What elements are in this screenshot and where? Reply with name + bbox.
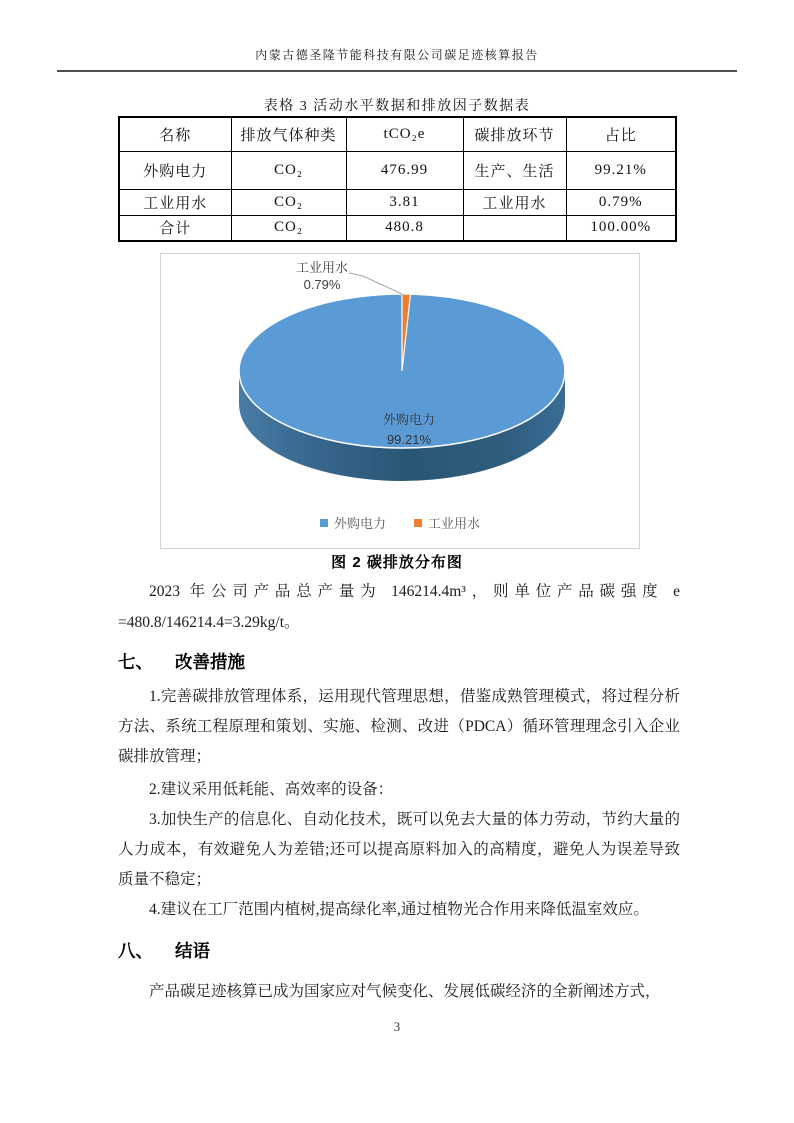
cell-name: 工业用水 — [119, 189, 231, 215]
improvement-item-3: 3.加快生产的信息化、自动化技术，既可以免去大量的体力劳动，节约大量的人力成本，有效避免人为差错;还可以提高原料加入的高精度，避免人为误差导致质量不稳定； — [118, 811, 680, 888]
table-total-row — [119, 215, 676, 241]
cell-gas: CO₂ — [231, 151, 346, 189]
col-header-stage: 碳排放环节 — [463, 117, 566, 151]
cell-tco2e: 476.99 — [346, 151, 463, 189]
section-number: 八、 — [118, 941, 153, 961]
slice-label-water — [287, 259, 357, 293]
label-leader-line — [349, 273, 404, 295]
cell-stage: 生产、生活 — [463, 151, 566, 189]
document-header-title: 内蒙古德圣隆节能科技有限公司碳足迹核算报告 — [255, 48, 539, 62]
legend-swatch-orange-icon — [414, 519, 422, 527]
cell-name: 外购电力 — [119, 151, 231, 189]
cell-share: 0.79% — [566, 189, 676, 215]
legend-item-water — [414, 513, 480, 532]
col-header-gas: 排放气体种类 — [231, 117, 346, 151]
slice-label-water-pct: 0.79% — [303, 277, 341, 292]
improvement-item-4: 4.建议在工厂范围内植树,提高绿化率,通过植物光合作用来降低温室效应。 — [149, 901, 649, 918]
cell-gas: CO₂ — [231, 215, 346, 241]
table-header-row — [119, 117, 676, 151]
section-number: 七、 — [118, 652, 153, 672]
cell-stage: 工业用水 — [463, 189, 566, 215]
figure-caption: 图 2 碳排放分布图 — [331, 554, 463, 571]
slice-label-water-name: 工业用水 — [295, 260, 348, 275]
slice-label-electricity-name: 外购电力 — [382, 412, 435, 427]
improvement-item-1: 1.完善碳排放管理体系，运用现代管理思想，借鉴成熟管理模式，将过程分析方法、系统工程原理和策划、实施、检测、改进（PDCA）循环管理理念引入企业碳排放管理； — [118, 688, 680, 765]
table-row — [119, 189, 676, 215]
section-heading-8 — [118, 937, 680, 965]
legend-label: 外购电力 — [333, 516, 386, 531]
legend-item-electricity — [320, 513, 386, 532]
col-header-name: 名称 — [119, 117, 231, 151]
table-caption: 表格 3 活动水平数据和排放因子数据表 — [263, 99, 531, 114]
chart-legend — [161, 513, 639, 532]
page-number: 3 — [393, 1020, 401, 1034]
header-rule — [57, 70, 737, 72]
emission-data-table — [118, 116, 677, 242]
col-header-tco2e: tCO₂e — [346, 117, 463, 151]
cell-name: 合计 — [119, 215, 231, 241]
intro-paragraph-line1: 2023 年公司产品总产量为 146214.4m³，则单位产品碳强度 e — [149, 583, 680, 600]
section-title: 结语 — [175, 941, 210, 961]
cell-stage — [463, 215, 566, 241]
legend-swatch-blue-icon — [320, 519, 328, 527]
col-header-share: 占比 — [566, 117, 676, 151]
legend-label: 工业用水 — [428, 516, 481, 531]
pie-chart-area — [160, 253, 640, 549]
improvement-item-2: 2.建议采用低耗能、高效率的设备： — [149, 781, 394, 798]
section-title: 改善措施 — [175, 652, 245, 672]
cell-tco2e: 480.8 — [346, 215, 463, 241]
slice-label-electricity-pct: 99.21% — [386, 432, 432, 447]
cell-share: 100.00% — [566, 215, 676, 241]
cell-gas: CO₂ — [231, 189, 346, 215]
slice-label-electricity — [355, 410, 463, 450]
pie-3d-graphic — [161, 254, 639, 548]
intro-paragraph-line2: =480.8/146214.4=3.29kg/t。 — [118, 614, 300, 631]
cell-tco2e: 3.81 — [346, 189, 463, 215]
section-heading-7 — [118, 648, 680, 676]
body-text — [118, 576, 680, 1007]
cell-share: 99.21% — [566, 151, 676, 189]
table-row — [119, 151, 676, 189]
closing-paragraph: 产品碳足迹核算已成为国家应对气候变化、发展低碳经济的全新阐述方式， — [149, 983, 661, 1000]
